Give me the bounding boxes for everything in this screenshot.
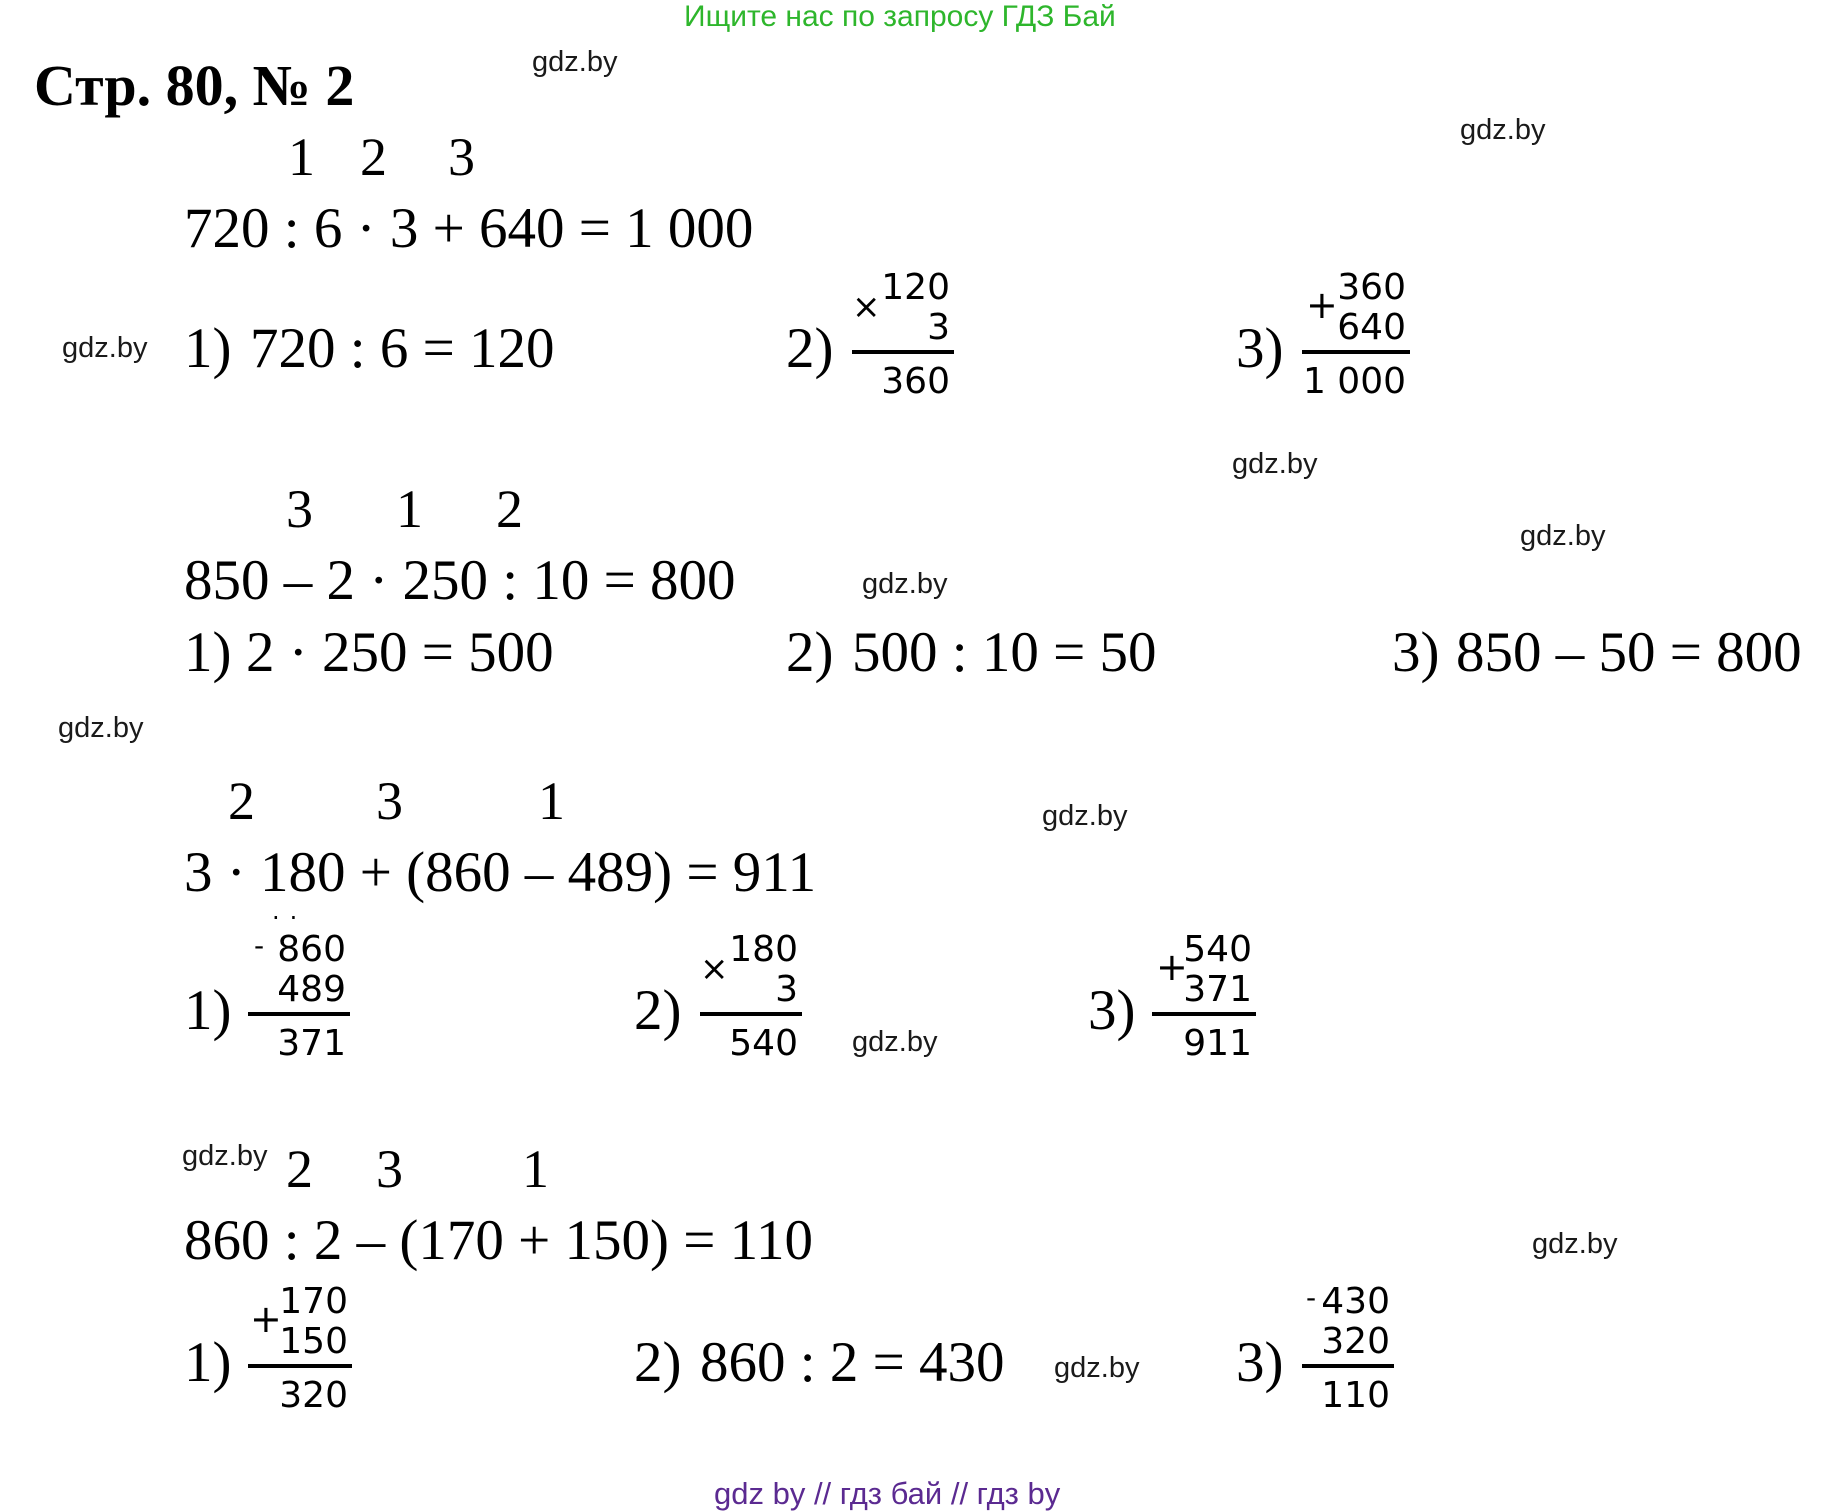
column-bottom-number: 3 bbox=[775, 969, 798, 1010]
column-rule bbox=[1302, 350, 1410, 354]
step-label: 2) bbox=[634, 979, 682, 1042]
step-label: 2) bbox=[634, 1331, 682, 1394]
step-label: 3) bbox=[1392, 621, 1440, 684]
operation-order-number: 1 bbox=[538, 771, 565, 831]
minus-sign: - bbox=[254, 929, 265, 962]
column-top-number: 180 bbox=[729, 929, 798, 970]
watermark: gdz.by bbox=[182, 1140, 268, 1172]
column-multiplication bbox=[852, 267, 954, 402]
column-subtraction bbox=[248, 929, 350, 1064]
operation-order-number: 2 bbox=[286, 1139, 313, 1199]
column-result: 110 bbox=[1321, 1375, 1390, 1416]
multiply-sign: × bbox=[700, 949, 729, 989]
watermark: gdz.by bbox=[1232, 448, 1318, 480]
step-equation: 720 : 6 = 120 bbox=[250, 317, 555, 380]
operation-order-number: 2 bbox=[228, 771, 255, 831]
watermark: gdz.by bbox=[62, 332, 148, 364]
operation-order-number: 1 bbox=[522, 1139, 549, 1199]
operation-order-number: 3 bbox=[448, 127, 475, 187]
step-label: 3) bbox=[1236, 317, 1284, 380]
column-result: 911 bbox=[1183, 1023, 1252, 1064]
column-bottom-number: 150 bbox=[279, 1321, 348, 1362]
operation-order-number: 2 bbox=[496, 479, 523, 539]
column-result: 540 bbox=[729, 1023, 798, 1064]
plus-sign: + bbox=[1156, 945, 1188, 989]
column-top-number: 360 bbox=[1337, 267, 1406, 308]
plus-sign: + bbox=[250, 1297, 282, 1341]
step-label: 3) bbox=[1236, 1331, 1284, 1394]
column-result: 360 bbox=[881, 361, 950, 402]
expression: 3 · 180 + (860 – 489) = 911 bbox=[184, 841, 817, 904]
step-equation: 860 : 2 = 430 bbox=[700, 1331, 1005, 1394]
column-top-number: 170 bbox=[279, 1281, 348, 1322]
step-label: 3) bbox=[1088, 979, 1136, 1042]
column-rule bbox=[852, 350, 954, 354]
watermark: gdz.by bbox=[58, 712, 144, 744]
watermark: gdz.by bbox=[852, 1026, 938, 1058]
watermark: gdz.by bbox=[532, 46, 618, 78]
search-hint-banner: Ищите нас по запросу ГДЗ Бай bbox=[684, 0, 1116, 33]
step-equation: 2 · 250 = 500 bbox=[246, 621, 554, 684]
operation-order-number: 1 bbox=[396, 479, 423, 539]
column-result: 1 000 bbox=[1302, 361, 1406, 402]
watermark: gdz.by bbox=[1042, 800, 1128, 832]
step-label: 2) bbox=[786, 317, 834, 380]
expression: 860 : 2 – (170 + 150) = 110 bbox=[184, 1209, 813, 1272]
watermark: gdz.by bbox=[1532, 1228, 1618, 1260]
step-equation: 850 – 50 = 800 bbox=[1456, 621, 1802, 684]
column-subtraction bbox=[1302, 1281, 1394, 1416]
column-top-number: 860 bbox=[277, 929, 346, 970]
column-top-number: 430 bbox=[1321, 1281, 1390, 1322]
expression: 850 – 2 · 250 : 10 = 800 bbox=[184, 549, 736, 612]
watermark: gdz.by bbox=[1460, 114, 1546, 146]
operation-order-number: 1 bbox=[288, 127, 315, 187]
column-top-number: 540 bbox=[1183, 929, 1252, 970]
column-bottom-number: 640 bbox=[1337, 307, 1406, 348]
step-label: 1) bbox=[184, 317, 232, 380]
column-addition bbox=[1152, 929, 1256, 1064]
step-label: 2) bbox=[786, 621, 834, 684]
column-rule bbox=[700, 1012, 802, 1016]
column-bottom-number: 371 bbox=[1183, 969, 1252, 1010]
page-title: Стр. 80, № 2 bbox=[34, 53, 355, 118]
watermark: gdz.by bbox=[862, 568, 948, 600]
multiply-sign: × bbox=[852, 287, 881, 327]
column-multiplication bbox=[700, 929, 802, 1064]
footer-links[interactable]: gdz by // гдз бай // гдз by bbox=[714, 1476, 1061, 1511]
operation-order-number: 3 bbox=[286, 479, 313, 539]
column-addition bbox=[1302, 267, 1410, 402]
column-bottom-number: 320 bbox=[1321, 1321, 1390, 1362]
operation-order-number: 3 bbox=[376, 771, 403, 831]
column-bottom-number: 3 bbox=[927, 307, 950, 348]
expression: 720 : 6 · 3 + 640 = 1 000 bbox=[184, 197, 754, 260]
column-bottom-number: 489 bbox=[277, 969, 346, 1010]
column-addition bbox=[248, 1281, 352, 1416]
column-rule bbox=[1152, 1012, 1256, 1016]
watermark: gdz.by bbox=[1054, 1352, 1140, 1384]
borrow-marks: ·· bbox=[272, 904, 308, 932]
step-equation: 500 : 10 = 50 bbox=[852, 621, 1157, 684]
column-rule bbox=[248, 1364, 352, 1368]
plus-sign: + bbox=[1306, 283, 1338, 327]
column-rule bbox=[1302, 1364, 1394, 1368]
step-label: 1) bbox=[184, 1331, 232, 1394]
watermark: gdz.by bbox=[1520, 520, 1606, 552]
column-result: 371 bbox=[277, 1023, 346, 1064]
operation-order-number: 3 bbox=[376, 1139, 403, 1199]
column-result: 320 bbox=[279, 1375, 348, 1416]
step-label: 1) bbox=[184, 979, 232, 1042]
step-label: 1) bbox=[184, 621, 232, 684]
operation-order-number: 2 bbox=[360, 127, 387, 187]
minus-sign: - bbox=[1306, 1281, 1317, 1314]
column-top-number: 120 bbox=[881, 267, 950, 308]
column-rule bbox=[248, 1012, 350, 1016]
